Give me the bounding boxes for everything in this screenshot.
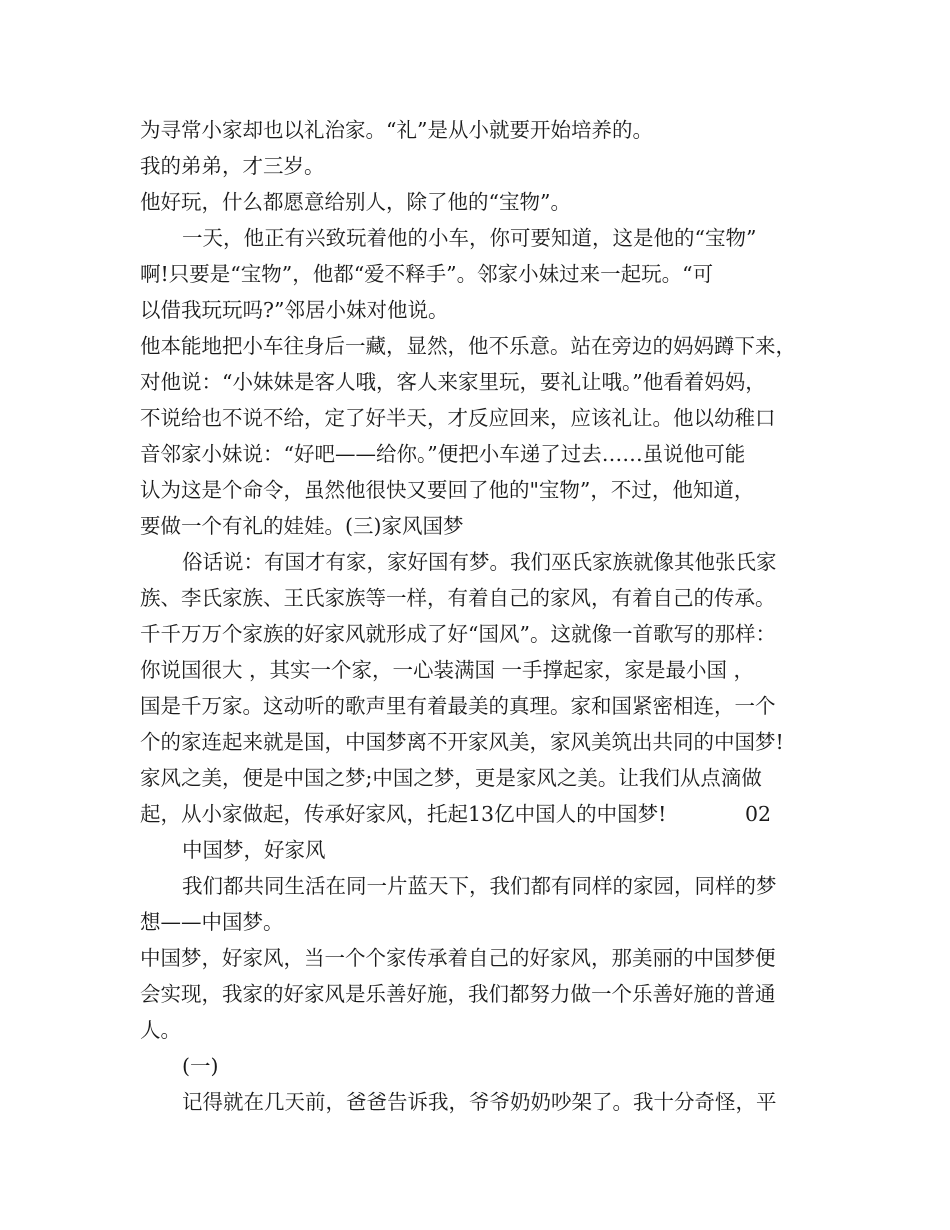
text-line: 要做一个有礼的娃娃。(三)家风国梦: [140, 514, 464, 538]
text-line: 国是千万家。这动听的歌声里有着最美的真理。家和国紧密相连，一个: [140, 694, 776, 718]
text-line: 起，从小家做起，传承好家风，托起13亿中国人的中国梦!: [140, 802, 667, 826]
text-line: 我的弟弟，才三岁。: [140, 154, 325, 178]
text-line: 你说国很大 ，其实一个家，一心装满国 一手撑起家，家是最小国 ，: [140, 658, 755, 682]
text-line: 想——中国梦。: [140, 910, 284, 934]
text-line: 不说给也不说不给，定了好半天，才反应回来，应该礼让。他以幼稚口: [140, 406, 776, 430]
text-line: 音邻家小妹说：“好吧——给你。”便把小车递了过去……虽说他可能: [140, 442, 746, 466]
text-line: 一天，他正有兴致玩着他的小车，你可要知道，这是他的“宝物”: [182, 226, 757, 250]
text-line: 对他说：“小妹妹是客人哦，客人来家里玩，要礼让哦。”他看着妈妈，: [140, 370, 766, 394]
section-heading: 中国梦，好家风: [182, 838, 326, 862]
text-line: 家风之美，便是中国之梦;中国之梦，更是家风之美。让我们从点滴做: [140, 766, 762, 790]
text-line: 他好玩，什么都愿意给别人，除了他的“宝物”。: [140, 190, 571, 214]
text-line: 俗话说：有国才有家，家好国有梦。我们巫氏家族就像其他张氏家: [182, 550, 777, 574]
text-line: 以借我玩玩吗?”邻居小妹对他说。: [140, 298, 449, 322]
text-line: 千千万万个家族的好家风就形成了好“国风”。这就像一首歌写的那样：: [140, 622, 776, 646]
text-line: 为寻常小家却也以礼治家。“礼”是从小就要开始培养的。: [140, 118, 653, 142]
text-line: 我们都共同生活在同一片蓝天下，我们都有同样的家园，同样的梦: [182, 874, 777, 898]
text-line: 会实现，我家的好家风是乐善好施，我们都努力做一个乐善好施的普通: [140, 982, 776, 1006]
text-line: 族、李氏家族、王氏家族等一样，有着自己的家风，有着自己的传承。: [140, 586, 776, 610]
text-line: 个的家连起来就是国，中国梦离不开家风美，家风美筑出共同的中国梦!: [140, 730, 784, 754]
section-number: 02: [745, 802, 772, 826]
text-line: 记得就在几天前，爸爸告诉我，爷爷奶奶吵架了。我十分奇怪，平: [182, 1090, 777, 1114]
text-line: 人。: [140, 1018, 181, 1042]
text-line: 啊!只要是“宝物”，他都“爱不释手”。邻家小妹过来一起玩。“可: [140, 262, 714, 286]
text-line: 中国梦，好家风，当一个个家传承着自己的好家风，那美丽的中国梦便: [140, 946, 776, 970]
text-line: 他本能地把小车往身后一藏，显然，他不乐意。站在旁边的妈妈蹲下来，: [140, 334, 796, 358]
text-line: 认为这是个命令，虽然他很快又要回了他的"宝物”，不过，他知道，: [140, 478, 755, 502]
subsection-heading: (一): [182, 1054, 219, 1078]
